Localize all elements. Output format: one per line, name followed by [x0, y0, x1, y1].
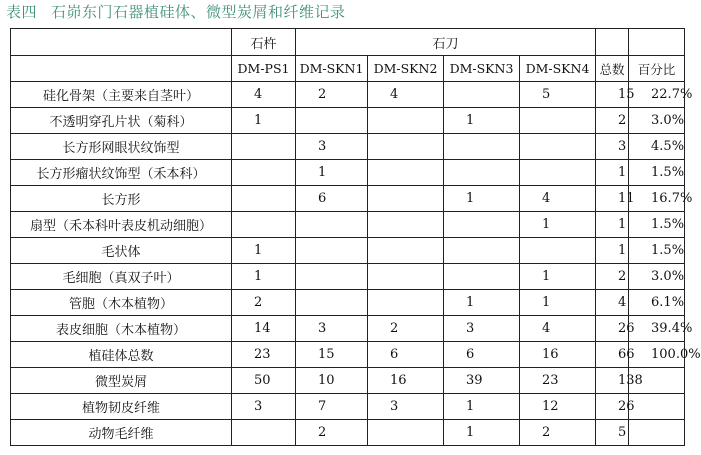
table-cell	[368, 186, 444, 212]
table-row	[11, 238, 685, 264]
header-group-knife: 石刀	[296, 29, 596, 56]
table-row	[11, 212, 685, 238]
table-cell	[296, 264, 368, 290]
header-empty-total	[596, 29, 629, 56]
table-cell	[368, 212, 444, 238]
header-row-columns	[11, 56, 685, 82]
table-cell: 66	[596, 342, 629, 368]
table-cell: 2	[520, 420, 596, 446]
table-cell: 4	[232, 82, 296, 108]
row-label: 植硅体总数	[11, 342, 232, 368]
table-cell: 14	[232, 316, 296, 342]
table-cell: 1	[444, 394, 520, 420]
table-cell	[368, 108, 444, 134]
table-cell	[232, 134, 296, 160]
header-empty-percent	[629, 29, 685, 56]
table-cell: 1	[444, 290, 520, 316]
table-cell: 2	[368, 316, 444, 342]
table-row	[11, 342, 685, 368]
table-cell: 3	[296, 134, 368, 160]
table-cell: 1	[596, 160, 629, 186]
table-cell: 3	[296, 316, 368, 342]
header-group-pestle: 石杵	[232, 29, 296, 56]
table-cell	[368, 238, 444, 264]
table-cell: 15	[596, 82, 629, 108]
table-cell	[444, 264, 520, 290]
table-cell: 138	[596, 368, 629, 394]
table-cell: 2	[596, 264, 629, 290]
table-cell: 1	[232, 264, 296, 290]
table-cell: 3	[596, 134, 629, 160]
table-cell	[232, 212, 296, 238]
row-label: 毛细胞（真双子叶）	[11, 264, 232, 290]
row-label: 动物毛纤维	[11, 420, 232, 446]
table-cell: 16	[368, 368, 444, 394]
table-cell	[444, 238, 520, 264]
table-cell: 7	[296, 394, 368, 420]
table-cell	[296, 290, 368, 316]
table-cell: 6	[296, 186, 368, 212]
table-cell: 5	[520, 82, 596, 108]
table-row	[11, 316, 685, 342]
table-cell	[444, 212, 520, 238]
table-cell: 1	[520, 290, 596, 316]
table-number: 表四	[6, 3, 38, 21]
table-cell	[444, 134, 520, 160]
table-cell	[368, 290, 444, 316]
table-cell	[232, 186, 296, 212]
table-cell	[629, 420, 685, 446]
table-cell: 3	[444, 316, 520, 342]
table-cell: 50	[232, 368, 296, 394]
table-cell: 1.5%	[629, 212, 685, 238]
table-cell: 1	[444, 108, 520, 134]
table-cell	[232, 160, 296, 186]
row-label: 扇型（禾本科叶表皮机动细胞）	[11, 212, 232, 238]
row-label: 长方形网眼状纹饰型	[11, 134, 232, 160]
table-cell: 6	[368, 342, 444, 368]
table-cell: 5	[596, 420, 629, 446]
table-row	[11, 264, 685, 290]
row-label: 长方形瘤状纹饰型（禾本科）	[11, 160, 232, 186]
table-cell	[520, 108, 596, 134]
table-cell	[444, 82, 520, 108]
row-label: 管胞（木本植物）	[11, 290, 232, 316]
column-header: DM-SKN2	[368, 56, 444, 82]
table-row	[11, 108, 685, 134]
table-row	[11, 420, 685, 446]
table-cell: 39.4%	[629, 316, 685, 342]
table-cell: 100.0%	[629, 342, 685, 368]
table-caption	[6, 1, 360, 22]
row-label: 植物韧皮纤维	[11, 394, 232, 420]
table-cell	[444, 160, 520, 186]
table-cell: 1.5%	[629, 160, 685, 186]
table-cell: 16.7%	[629, 186, 685, 212]
table-cell: 6	[444, 342, 520, 368]
table-cell: 4	[520, 186, 596, 212]
table-cell: 12	[520, 394, 596, 420]
table-row	[11, 82, 685, 108]
table-cell	[368, 264, 444, 290]
table-cell	[296, 238, 368, 264]
table-cell	[368, 160, 444, 186]
table-row	[11, 290, 685, 316]
data-table	[10, 28, 701, 446]
row-label: 不透明穿孔片状（菊科）	[11, 108, 232, 134]
table-cell: 22.7%	[629, 82, 685, 108]
table-row	[11, 160, 685, 186]
row-label: 长方形	[11, 186, 232, 212]
table-cell	[520, 134, 596, 160]
row-label: 毛状体	[11, 238, 232, 264]
table-row	[11, 186, 685, 212]
header-corner	[11, 29, 232, 56]
row-label: 硅化骨架（主要来自茎叶）	[11, 82, 232, 108]
table-cell: 1	[296, 160, 368, 186]
table-row	[11, 134, 685, 160]
row-label: 表皮细胞（木本植物）	[11, 316, 232, 342]
table-cell: 3.0%	[629, 108, 685, 134]
column-header: DM-PS1	[232, 56, 296, 82]
table-cell	[520, 160, 596, 186]
table-cell: 4	[596, 290, 629, 316]
table-cell: 2	[296, 82, 368, 108]
table-cell: 2	[596, 108, 629, 134]
table-cell: 1	[444, 186, 520, 212]
table-cell: 1	[232, 238, 296, 264]
row-label: 微型炭屑	[11, 368, 232, 394]
table-cell: 1	[596, 238, 629, 264]
column-header: DM-SKN1	[296, 56, 368, 82]
table-cell: 10	[296, 368, 368, 394]
table-row	[11, 368, 685, 394]
table-cell: 11	[596, 186, 629, 212]
header-row-groups	[11, 29, 685, 56]
table-cell	[368, 420, 444, 446]
table-cell: 1.5%	[629, 238, 685, 264]
column-header: 百分比	[629, 56, 685, 82]
table-cell: 3.0%	[629, 264, 685, 290]
table-cell: 1	[520, 212, 596, 238]
table-cell: 4.5%	[629, 134, 685, 160]
table-cell	[296, 108, 368, 134]
table-cell	[232, 420, 296, 446]
table-cell	[520, 238, 596, 264]
table-cell	[296, 212, 368, 238]
table-cell: 3	[368, 394, 444, 420]
table-cell: 39	[444, 368, 520, 394]
table-cell: 1	[520, 264, 596, 290]
table-cell: 4	[368, 82, 444, 108]
table-cell: 6.1%	[629, 290, 685, 316]
table-cell: 23	[232, 342, 296, 368]
header-corner-2	[11, 56, 232, 82]
table-cell: 26	[596, 394, 629, 420]
table-cell: 26	[596, 316, 629, 342]
table-cell: 1	[444, 420, 520, 446]
table-cell	[368, 134, 444, 160]
table-cell: 15	[296, 342, 368, 368]
table-cell: 1	[232, 108, 296, 134]
column-header: 总数	[596, 56, 629, 82]
table-title: 石峁东门石器植硅体、微型炭屑和纤维记录	[51, 3, 346, 21]
table-cell: 23	[520, 368, 596, 394]
table-cell: 1	[596, 212, 629, 238]
table-cell: 2	[232, 290, 296, 316]
table-cell: 16	[520, 342, 596, 368]
table-cell: 4	[520, 316, 596, 342]
table-cell	[629, 394, 685, 420]
column-header: DM-SKN4	[520, 56, 596, 82]
table-cell: 3	[232, 394, 296, 420]
table-cell: 2	[296, 420, 368, 446]
table-row	[11, 394, 685, 420]
column-header: DM-SKN3	[444, 56, 520, 82]
